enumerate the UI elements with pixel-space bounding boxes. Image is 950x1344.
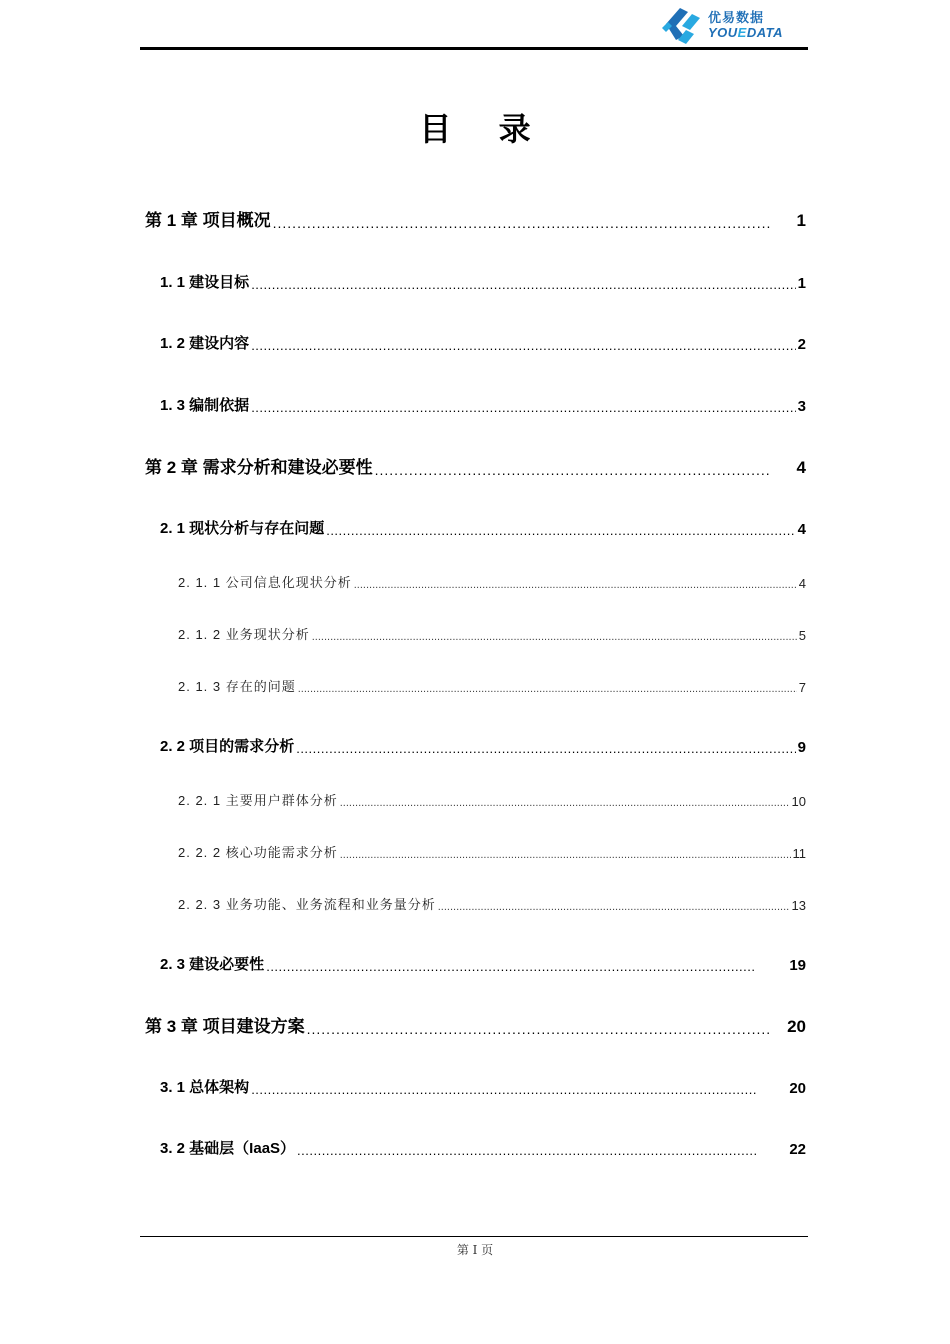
toc-entry-page: 4 [796, 458, 806, 477]
toc-leader-dots [375, 462, 770, 478]
toc-entry-label: 第 2 章 需求分析和建设必要性 [145, 458, 373, 477]
toc-leader-dots [354, 579, 797, 591]
toc-entry-page: 4 [797, 521, 806, 538]
toc-entry-page: 4 [798, 576, 806, 591]
toc-entry-page: 1 [796, 211, 806, 230]
toc-leader-dots [251, 338, 795, 353]
toc-entry-page: 3 [797, 398, 806, 415]
toc-entry[interactable] [178, 894, 806, 913]
toc-leader-dots [251, 1082, 756, 1097]
toc-entry-page: 5 [798, 628, 806, 643]
toc-entry-label: 1. 2 建设内容 [160, 335, 250, 352]
toc-leader-dots [296, 741, 795, 756]
toc-entry[interactable] [178, 676, 806, 695]
toc-entry[interactable] [160, 332, 806, 353]
toc-entry-label: 1. 1 建设目标 [160, 274, 250, 291]
toc-leader-dots [251, 400, 795, 415]
toc-entry[interactable] [160, 517, 806, 538]
toc-leader-dots [307, 1021, 770, 1037]
toc-entry-label: 2. 1. 3 存在的问题 [178, 679, 296, 694]
toc-leader-dots [266, 959, 756, 974]
toc-entry-label: 3. 1 总体架构 [160, 1079, 250, 1096]
toc-entry-label: 2. 2. 2 核心功能需求分析 [178, 845, 338, 860]
toc-leader-dots [251, 277, 795, 292]
toc-entry-label: 2. 1. 2 业务现状分析 [178, 627, 310, 642]
toc-entry-page: 10 [791, 794, 806, 809]
logo-english-text: YOUEDATA [708, 25, 784, 40]
toc-entry-page: 1 [797, 275, 806, 292]
toc-entry-page: 19 [789, 957, 806, 974]
toc-entry-page: 13 [791, 898, 806, 913]
toc-entry-label: 第 3 章 项目建设方案 [145, 1017, 305, 1036]
page-title: 目 录 [419, 110, 549, 148]
toc-entry-page: 11 [792, 846, 806, 861]
toc-leader-dots [326, 523, 795, 538]
toc-entry[interactable] [160, 394, 806, 415]
toc-entry-page: 7 [798, 680, 806, 695]
toc-entry-label: 2. 2 项目的需求分析 [160, 738, 295, 755]
toc-entry-label: 2. 1 现状分析与存在问题 [160, 520, 325, 537]
toc-entry[interactable] [178, 624, 806, 643]
toc-entry-page: 20 [787, 1017, 806, 1036]
toc-entry[interactable] [178, 790, 806, 809]
toc-leader-dots [438, 901, 790, 913]
toc-leader-dots [340, 797, 790, 809]
page-number-footer: 第 I 页 [456, 1243, 494, 1257]
toc-entry-label: 1. 3 编制依据 [160, 397, 250, 414]
toc-leader-dots [273, 215, 770, 231]
toc-entry[interactable] [160, 1076, 806, 1097]
toc-entry-label: 第 1 章 项目概况 [145, 211, 271, 230]
toc-leader-dots [312, 631, 797, 643]
toc-entry[interactable] [160, 1137, 806, 1158]
logo-chinese-text: 优易数据 [708, 10, 765, 25]
toc-entry[interactable] [160, 735, 806, 756]
toc-entry-label: 3. 2 基础层（IaaS） [160, 1140, 296, 1157]
toc-entry-label: 2. 1. 1 公司信息化现状分析 [178, 575, 352, 590]
toc-leader-dots [340, 849, 791, 861]
toc-entry-label: 2. 3 建设必要性 [160, 956, 265, 973]
toc-entry[interactable] [145, 1012, 806, 1037]
toc-entry[interactable] [160, 953, 806, 974]
toc-entry[interactable] [160, 271, 806, 292]
toc-entry[interactable] [178, 842, 806, 861]
toc-entry-page: 9 [797, 739, 806, 756]
toc-entry[interactable] [145, 453, 806, 478]
toc-entry[interactable] [145, 206, 806, 231]
toc-entry-page: 20 [789, 1080, 806, 1097]
toc-entry-label: 2. 2. 1 主要用户群体分析 [178, 793, 338, 808]
toc-entry-page: 22 [789, 1141, 806, 1158]
toc-leader-dots [297, 1143, 756, 1158]
toc-entry-page: 2 [797, 336, 806, 353]
toc-entry-label: 2. 2. 3 业务功能、业务流程和业务量分析 [178, 897, 436, 912]
footer-divider [140, 1236, 808, 1237]
toc-leader-dots [298, 683, 797, 695]
toc-entry[interactable] [178, 572, 806, 591]
